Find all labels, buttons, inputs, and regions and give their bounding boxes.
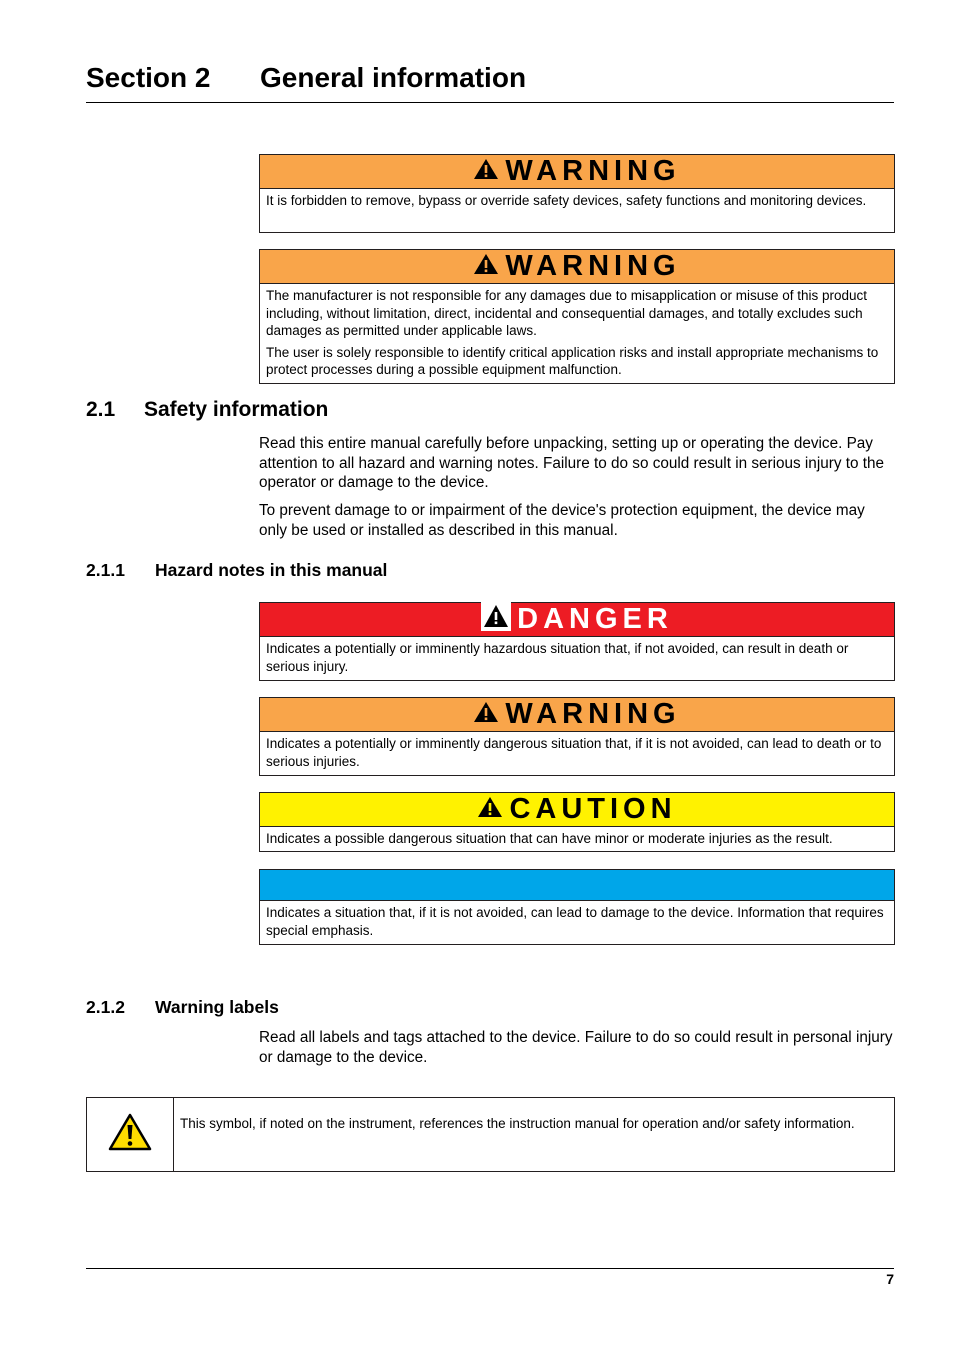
warning-body xyxy=(260,284,894,383)
heading-text: Hazard notes in this manual xyxy=(155,560,388,580)
heading-warning-labels xyxy=(86,997,279,1018)
heading-hazard-notes xyxy=(86,560,387,581)
notice-box xyxy=(259,869,895,945)
warning-text: The manufacturer is not responsible for any damages due to misapplication or misuse of this product including, without limitation, direct, incidental and consequential damages, and totally excludes such damages as permitted under applicable laws. xyxy=(266,288,868,338)
signal-word: CAUTION xyxy=(509,793,677,825)
warning-header xyxy=(260,250,894,284)
danger-box xyxy=(259,602,895,681)
safety-paragraph: To prevent damage to or impairment of the device's protection equipment, the device may only be used or installed as described in this manual. xyxy=(259,502,865,539)
warning-triangle-icon xyxy=(473,250,499,283)
warning-body xyxy=(260,732,894,775)
warning-text: The user is solely responsible to identify critical application risks and install appropriate mechanisms to protect processes during a possible equipment malfunction. xyxy=(266,344,879,377)
signal-word: WARNING xyxy=(505,698,681,730)
notice-text: Indicates a situation that, if it is not avoided, can lead to damage to the device. Information that requires special emphasis. xyxy=(266,905,884,938)
warning-text: Indicates a potentially or imminently dangerous situation that, if it is not avoided, can lead to death or to serious injuries. xyxy=(266,736,882,769)
warning-triangle-icon xyxy=(473,698,499,731)
label-table xyxy=(86,1097,895,1172)
warning-body xyxy=(260,189,894,232)
warning-header xyxy=(260,698,894,732)
warning-text: It is forbidden to remove, bypass or override safety devices, safety functions and monitoring devices. xyxy=(266,193,867,208)
warning-box-liability xyxy=(259,249,895,384)
heading-number: 2.1 xyxy=(86,398,116,421)
warning-triangle-icon xyxy=(108,1113,152,1156)
caution-body xyxy=(260,827,894,851)
warning-header xyxy=(260,155,894,189)
heading-text: Warning labels xyxy=(155,997,279,1017)
signal-word: DANGER xyxy=(517,603,673,635)
label-icon-cell xyxy=(87,1098,174,1171)
signal-word: WARNING xyxy=(505,155,681,187)
heading-number: 2.1.1 xyxy=(86,560,125,580)
signal-word: WARNING xyxy=(505,250,681,282)
warning-box-tampering xyxy=(259,154,895,233)
heading-number: 2.1.2 xyxy=(86,997,125,1017)
safety-paragraph: Read this entire manual carefully before unpacking, setting up or operating the device. Pay attention to all hazard and warning notes. Failure to do so could result in serious injury to the operator or damage to the device. xyxy=(259,435,884,491)
label-description: This symbol, if noted on the instrument, references the instruction manual for operation and/or safety information. xyxy=(180,1116,855,1131)
caution-header xyxy=(260,793,894,827)
warning-box xyxy=(259,697,895,776)
section-title xyxy=(86,60,894,96)
warning-labels-paragraph: Read all labels and tags attached to the device. Failure to do so could result in personal injury or damage to the device. xyxy=(259,1029,893,1066)
warning-triangle-icon xyxy=(473,155,499,188)
notice-body xyxy=(260,901,894,944)
caution-box xyxy=(259,792,895,852)
section-title-text: General information xyxy=(260,62,527,93)
warning-triangle-icon xyxy=(481,601,511,639)
notice-header xyxy=(260,870,894,901)
heading-safety-information xyxy=(86,398,328,422)
page-number: 7 xyxy=(886,1271,894,1287)
caution-text: Indicates a possible dangerous situation that can have minor or moderate injuries as the result. xyxy=(266,831,833,846)
section-divider xyxy=(86,102,894,103)
danger-header xyxy=(260,603,894,637)
danger-text: Indicates a potentially or imminently hazardous situation that, if not avoided, can result in death or serious injury. xyxy=(266,641,849,674)
heading-text: Safety information xyxy=(144,398,329,421)
section-number: Section 2 xyxy=(86,62,211,93)
footer-divider xyxy=(86,1268,894,1269)
danger-body xyxy=(260,637,894,680)
warning-triangle-icon xyxy=(477,793,503,826)
